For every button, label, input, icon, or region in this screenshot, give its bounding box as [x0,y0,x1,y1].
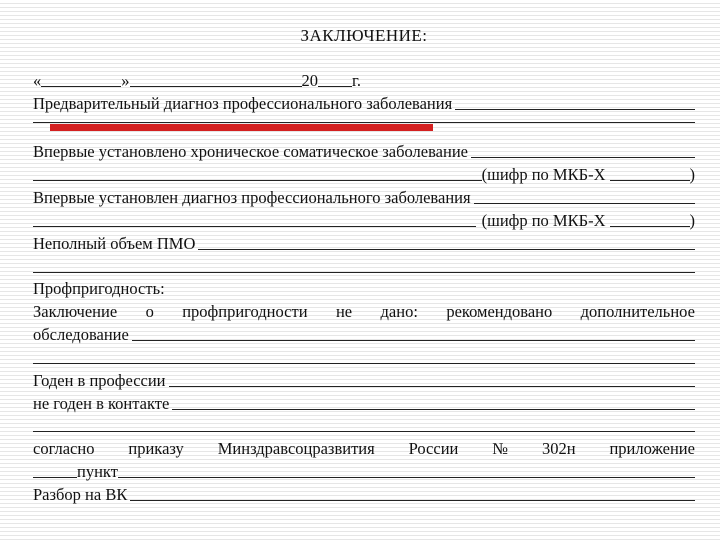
conclusion-line [33,301,695,323]
order-line [33,438,695,460]
occupational-diagnosis-blank[interactable] [474,202,695,204]
icd-line-2 [33,210,695,232]
item-line [33,461,695,483]
occupational-diagnosis-label: Впервые установлен диагноз профессионального заболевания [33,188,471,207]
conclusion-word: дополнительное [580,302,695,321]
incomplete-pmo-label: Неполный объем ПМО [33,234,196,253]
conclusion-word: о [145,302,154,321]
page-title: ЗАКЛЮЧЕНИЕ: [300,26,428,45]
incomplete-pmo-blank[interactable] [198,248,695,250]
conclusion-word: рекомендовано [446,302,553,321]
order-word: России [408,439,459,458]
order-word: согласно [33,439,95,458]
conclusion-word: дано: [380,302,418,321]
conclusion-word: профпригодности [182,302,308,321]
unfit-line [33,393,695,415]
red-highlight-bar [50,124,433,131]
icd-code-label-1: (шифр по МКБ-Х [481,165,606,184]
year-suffix: г. [352,71,362,90]
appendix-number-blank[interactable] [33,476,77,478]
order-word: Минздравсоцразвития [217,439,375,458]
order-word: приказу [128,439,184,458]
unfit-label: не годен в контакте [33,394,170,413]
unfit-blank-2[interactable] [33,431,695,432]
day-blank[interactable] [41,85,121,87]
fit-blank[interactable] [169,385,695,387]
chronic-disease-blank[interactable] [471,156,695,158]
prelim-diagnosis-line [33,93,695,115]
conclusion-word: не [335,302,353,321]
year-blank[interactable] [318,85,352,87]
order-word: № [492,439,509,458]
month-blank[interactable] [130,85,302,87]
prelim-diagnosis-blank-2[interactable] [33,122,695,123]
icd-code-blank-1[interactable] [610,179,690,181]
open-quote: « [33,71,42,90]
prelim-diagnosis-blank[interactable] [455,108,695,110]
date-line [33,70,695,92]
order-word: 302н [541,439,576,458]
incomplete-pmo-blank-2[interactable] [33,272,695,273]
icd-code-label-2: (шифр по МКБ-Х [481,211,606,230]
item-blank[interactable] [118,476,695,478]
chronic-disease-blank-2[interactable] [33,179,482,181]
order-word: приложение [609,439,695,458]
fit-label: Годен в профессии [33,371,166,390]
vk-review-label: Разбор на ВК [33,485,128,504]
occupational-diagnosis-blank-2[interactable] [33,225,476,227]
year-prefix: 20 [301,71,318,90]
conclusion-word: Заключение [33,302,118,321]
vk-review-line [33,484,695,506]
close-quote: » [121,71,130,90]
vk-review-blank[interactable] [130,499,695,501]
fitness-heading: Профпригодность: [33,279,165,298]
icd-paren-1: ) [689,165,695,184]
fitness-heading-line [33,278,695,300]
icd-code-blank-2[interactable] [610,225,690,227]
form-page [33,0,695,540]
icd-line-1 [33,164,695,186]
prelim-diagnosis-label: Предварительный диагноз профессионального заболевания [33,94,453,113]
chronic-disease-label: Впервые установлено хроническое соматическое заболевание [33,142,468,161]
examination-blank[interactable] [132,339,695,341]
occupational-diagnosis-line [33,187,695,209]
icd-paren-2: ) [689,211,695,230]
incomplete-pmo-line [33,233,695,255]
examination-line [33,324,695,346]
examination-label: обследование [33,325,129,344]
unfit-blank[interactable] [172,408,695,410]
item-label: пункт [77,462,118,481]
chronic-disease-line [33,141,695,163]
examination-blank-2[interactable] [33,363,695,364]
fit-line [33,370,695,392]
